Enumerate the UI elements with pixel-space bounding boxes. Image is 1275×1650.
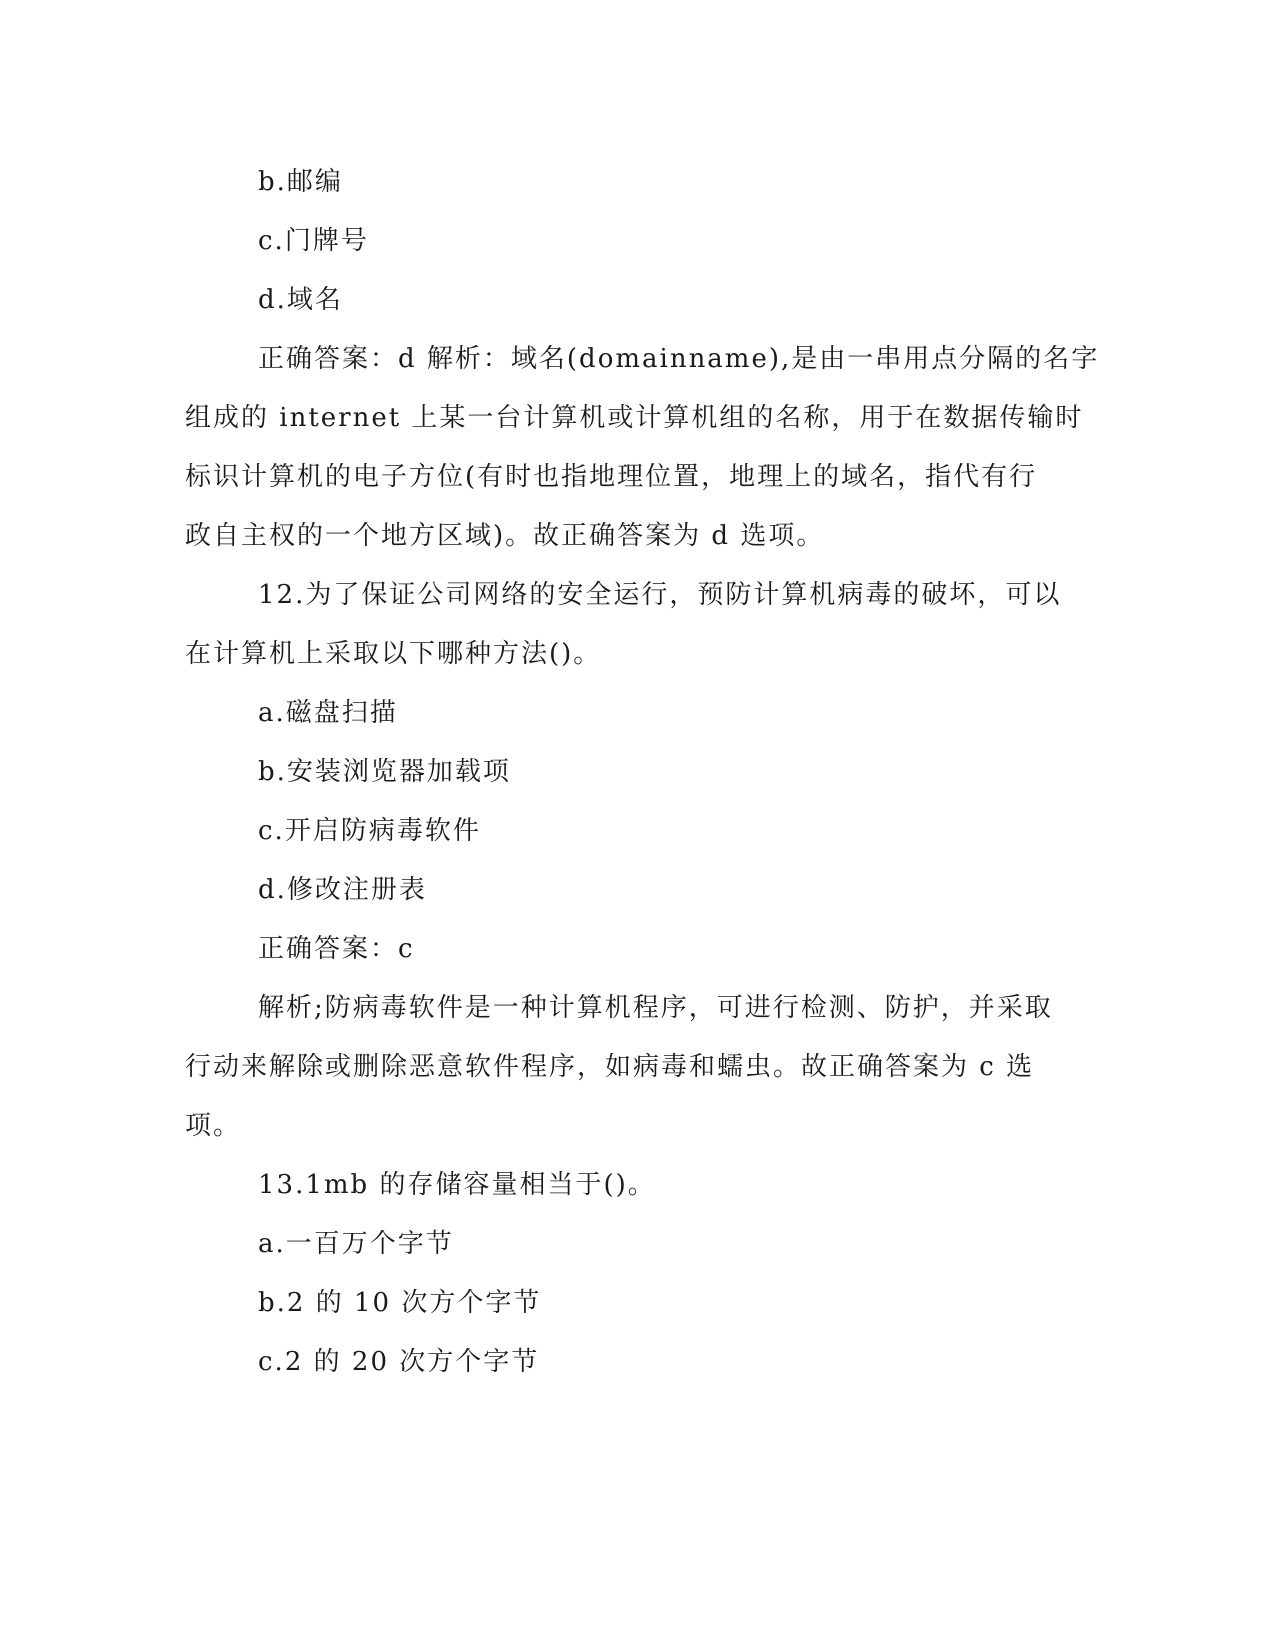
option-b-postcode: b.邮编 xyxy=(258,167,343,197)
option-c-2-pow-20: c.2 的 20 次方个字节 xyxy=(258,1347,540,1377)
question-13: 13.1mb 的存储容量相当于()。 xyxy=(258,1170,656,1200)
answer-explanation-line-3: 标识计算机的电子方位(有时也指地理位置，地理上的域名，指代有行 xyxy=(185,462,1038,492)
answer-explanation-line-2: 组成的 internet 上某一台计算机或计算机组的名称，用于在数据传输时 xyxy=(185,403,1084,433)
option-d-domain-name: d.域名 xyxy=(258,285,343,315)
explanation-12-line-3: 项。 xyxy=(185,1111,242,1141)
question-12-line-1: 12.为了保证公司网络的安全运行，预防计算机病毒的破坏，可以 xyxy=(258,580,1062,610)
option-c-antivirus: c.开启防病毒软件 xyxy=(258,816,481,846)
correct-answer-12: 正确答案：c xyxy=(258,934,415,964)
option-b-browser-addon: b.安装浏览器加载项 xyxy=(258,757,511,787)
explanation-12-line-2: 行动来解除或删除恶意软件程序，如病毒和蠕虫。故正确答案为 c 选 xyxy=(185,1052,1035,1082)
answer-explanation-line-1: 正确答案：d 解析：域名(domainname),是由一串用点分隔的名字 xyxy=(258,344,1100,374)
option-d-registry: d.修改注册表 xyxy=(258,875,427,905)
explanation-12-line-1: 解析;防病毒软件是一种计算机程序，可进行检测、防护，并采取 xyxy=(258,993,1053,1023)
answer-explanation-line-4: 政自主权的一个地方区域)。故正确答案为 d 选项。 xyxy=(185,521,825,551)
option-a-million-bytes: a.一百万个字节 xyxy=(258,1229,454,1259)
question-12-line-2: 在计算机上采取以下哪种方法()。 xyxy=(185,639,602,669)
option-b-2-pow-10: b.2 的 10 次方个字节 xyxy=(258,1288,542,1318)
option-a-disk-scan: a.磁盘扫描 xyxy=(258,698,398,728)
option-c-house-number: c.门牌号 xyxy=(258,226,369,256)
